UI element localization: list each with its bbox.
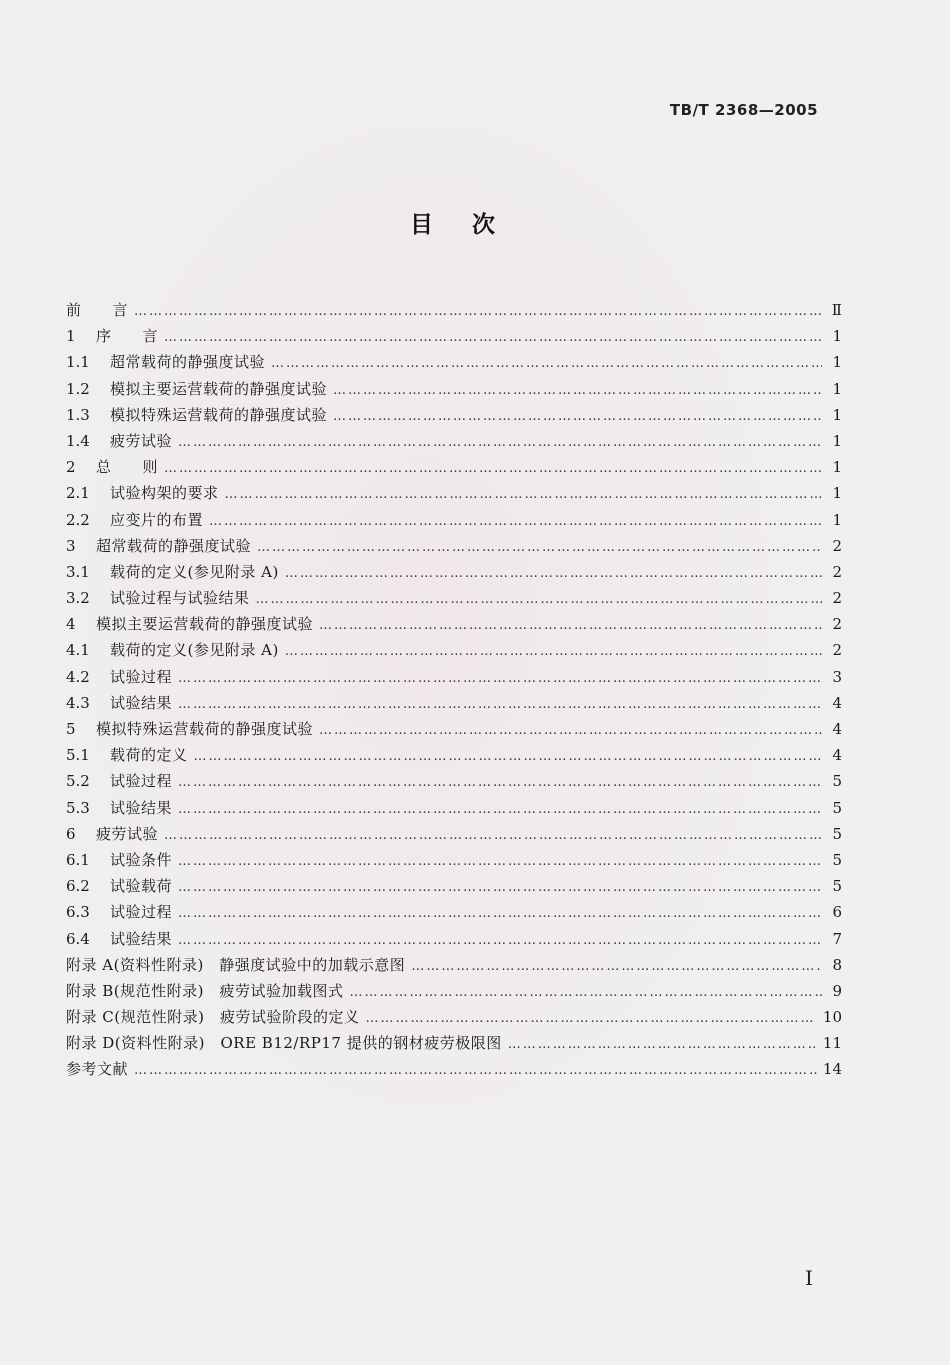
- toc-entry-page: 5: [832, 850, 842, 869]
- toc-entry-label: 超常载荷的静强度试验: [110, 353, 266, 372]
- toc-entry-number: 5.1: [66, 746, 90, 765]
- toc-entry[interactable]: [66, 901, 842, 927]
- toc-entry-number: 2: [66, 458, 76, 477]
- toc-entry-page: 1: [832, 379, 842, 398]
- toc-dot-leader: [319, 618, 822, 633]
- toc-entry-page: 5: [832, 824, 842, 843]
- toc-entry[interactable]: [66, 351, 842, 377]
- toc-entry-number: 6.2: [66, 877, 90, 896]
- toc-dot-leader: [257, 540, 822, 555]
- toc-entry-page: 1: [832, 405, 842, 424]
- toc-entry-label: 载荷的定义: [110, 746, 188, 765]
- toc-entry-page: 4: [832, 746, 842, 765]
- toc-entry[interactable]: [66, 639, 842, 665]
- toc-entry-number: 6: [66, 824, 76, 843]
- toc-entry-label: 载荷的定义(参见附录 A): [110, 641, 279, 660]
- toc-entry-number: 3: [66, 536, 76, 555]
- toc-dot-leader: [178, 802, 822, 817]
- toc-entry-label: 超常载荷的静强度试验: [96, 536, 252, 555]
- toc-entry-page: 1: [832, 510, 842, 529]
- toc-entry-page: 7: [832, 929, 842, 948]
- standard-code: TB/T 2368—2005: [669, 101, 818, 119]
- toc-entry-page: 2: [832, 536, 842, 555]
- toc-dot-leader: [164, 828, 822, 843]
- toc-entry-number: 1: [66, 327, 76, 346]
- toc-entry-page: 2: [832, 562, 842, 581]
- toc-entry-label: 模拟主要运营载荷的静强度试验: [110, 379, 328, 398]
- toc-dot-leader: [271, 356, 822, 371]
- toc-dot-leader: [411, 959, 822, 974]
- toc-entry[interactable]: [66, 587, 842, 613]
- toc-dot-leader: [285, 566, 822, 581]
- toc-entry[interactable]: [66, 954, 842, 980]
- toc-title-char-2: 次: [472, 212, 496, 238]
- toc-entry[interactable]: [66, 509, 842, 535]
- toc-entry[interactable]: [66, 980, 842, 1006]
- toc-dot-leader: [350, 985, 823, 1000]
- toc-dot-leader: [178, 933, 822, 948]
- toc-entry-label: 试验过程: [110, 667, 173, 686]
- toc-entry-page: 5: [832, 877, 842, 896]
- toc-entry[interactable]: [66, 928, 842, 954]
- toc-entry-page: 14: [822, 1060, 842, 1079]
- toc-entry[interactable]: [66, 535, 842, 561]
- toc-entry[interactable]: [66, 378, 842, 404]
- toc-dot-leader: [194, 749, 822, 764]
- toc-entry[interactable]: [66, 1032, 842, 1058]
- toc-entry-page: 1: [832, 484, 842, 503]
- toc-entry-label: 附录 C(规范性附录) 疲劳试验阶段的定义: [66, 1008, 360, 1027]
- toc-entry-number: 1.3: [66, 405, 90, 424]
- table-of-contents: [66, 299, 842, 1085]
- page-number: I: [805, 1266, 813, 1290]
- toc-entry-label: 试验结果: [110, 693, 173, 712]
- toc-entry[interactable]: [66, 692, 842, 718]
- toc-entry[interactable]: [66, 482, 842, 508]
- toc-entry[interactable]: [66, 325, 842, 351]
- toc-entry[interactable]: [66, 613, 842, 639]
- toc-entry-number: 3.1: [66, 562, 90, 581]
- toc-entry-label: 模拟特殊运营载荷的静强度试验: [110, 405, 328, 424]
- toc-entry-page: 5: [832, 798, 842, 817]
- toc-entry[interactable]: [66, 849, 842, 875]
- toc-dot-leader: [365, 1011, 816, 1026]
- toc-dot-leader: [333, 409, 822, 424]
- toc-entry-page: 4: [832, 693, 842, 712]
- toc-entry-number: 1.4: [66, 431, 90, 450]
- toc-dot-leader: [178, 854, 822, 869]
- toc-dot-leader: [319, 723, 822, 738]
- toc-entry-label: 参考文献: [66, 1060, 129, 1079]
- toc-entry-page: 4: [832, 720, 842, 738]
- toc-entry-page: 1: [832, 327, 842, 346]
- toc-entry-page: 2: [832, 615, 842, 634]
- toc-entry[interactable]: [66, 404, 842, 430]
- toc-dot-leader: [178, 775, 822, 790]
- toc-title-char-1: 目: [410, 212, 434, 238]
- toc-entry-number: 5: [66, 720, 76, 738]
- toc-entry-number: 2.1: [66, 484, 90, 503]
- toc-title: [0, 206, 906, 239]
- toc-entry-label: 试验过程: [110, 903, 173, 922]
- toc-entry-number: 6.1: [66, 850, 90, 869]
- toc-entry-label: 载荷的定义(参见附录 A): [110, 562, 279, 581]
- toc-entry-page: Ⅱ: [831, 301, 842, 319]
- toc-entry-label: 试验构架的要求: [110, 484, 219, 503]
- toc-entry[interactable]: [66, 1006, 842, 1032]
- toc-entry-label: 试验条件: [110, 850, 173, 869]
- toc-dot-leader: [508, 1037, 817, 1052]
- toc-entry[interactable]: [66, 718, 842, 744]
- toc-entry-label: 模拟主要运营载荷的静强度试验: [96, 615, 314, 634]
- toc-entry[interactable]: [66, 456, 842, 482]
- toc-entry-number: 4.1: [66, 641, 90, 660]
- toc-entry-page: 6: [832, 903, 842, 922]
- toc-entry-label: 试验过程与试验结果: [110, 589, 250, 608]
- toc-dot-leader: [333, 383, 822, 398]
- toc-entry[interactable]: [66, 430, 842, 456]
- toc-entry-label: 总 则: [96, 458, 159, 477]
- toc-dot-leader: [164, 461, 822, 476]
- toc-entry[interactable]: [66, 744, 842, 770]
- toc-entry-number: 6.4: [66, 929, 90, 948]
- toc-entry[interactable]: [66, 823, 842, 849]
- toc-entry[interactable]: [66, 875, 842, 901]
- toc-entry-page: 11: [822, 1034, 842, 1053]
- toc-entry-page: 5: [832, 772, 842, 791]
- toc-entry-page: 9: [832, 981, 842, 1000]
- toc-dot-leader: [134, 1063, 817, 1078]
- toc-entry-number: 4: [66, 615, 76, 634]
- toc-entry-label: 应变片的布置: [110, 510, 204, 529]
- toc-dot-leader: [178, 671, 822, 686]
- toc-entry-label: 附录 B(规范性附录) 疲劳试验加载图式: [66, 981, 344, 1000]
- toc-entry[interactable]: [66, 561, 842, 587]
- toc-entry[interactable]: [66, 770, 842, 796]
- toc-entry-number: 2.2: [66, 510, 90, 529]
- toc-entry-page: 1: [832, 431, 842, 450]
- toc-entry-label: 试验载荷: [110, 877, 173, 896]
- toc-dot-leader: [178, 435, 822, 450]
- toc-entry-label: 试验过程: [110, 772, 173, 791]
- toc-entry-label: 模拟特殊运营载荷的静强度试验: [96, 720, 314, 738]
- toc-entry-label: 序 言: [96, 327, 159, 346]
- toc-entry-label: 试验结果: [110, 929, 173, 948]
- toc-dot-leader: [178, 880, 822, 895]
- toc-entry-label: 试验结果: [110, 798, 173, 817]
- toc-entry-page: 10: [822, 1008, 842, 1027]
- toc-entry-label: 附录 A(资料性附录) 静强度试验中的加载示意图: [66, 955, 406, 974]
- toc-entry-label: 疲劳试验: [96, 824, 159, 843]
- toc-entry-page: 2: [832, 641, 842, 660]
- toc-entry-number: 5.3: [66, 798, 90, 817]
- toc-dot-leader: [134, 304, 822, 319]
- toc-entry-number: 4.3: [66, 693, 90, 712]
- toc-entry-page: 3: [832, 667, 842, 686]
- toc-entry[interactable]: [66, 797, 842, 823]
- toc-dot-leader: [164, 330, 822, 345]
- toc-entry-number: 3.2: [66, 589, 90, 608]
- toc-dot-leader: [256, 592, 822, 607]
- toc-entry-number: 4.2: [66, 667, 90, 686]
- toc-entry[interactable]: [66, 1058, 842, 1084]
- toc-entry-page: 8: [832, 955, 842, 974]
- toc-dot-leader: [285, 644, 822, 659]
- toc-dot-leader: [225, 487, 822, 502]
- toc-entry-page: 2: [832, 589, 842, 608]
- toc-dot-leader: [178, 906, 822, 921]
- toc-entry-page: 1: [832, 353, 842, 372]
- toc-dot-leader: [209, 514, 822, 529]
- toc-entry[interactable]: [66, 666, 842, 692]
- toc-entry-label: 前 言: [66, 301, 129, 319]
- toc-entry[interactable]: [66, 299, 842, 325]
- toc-entry-page: 1: [832, 458, 842, 477]
- toc-entry-label: 附录 D(资料性附录) ORE B12/RP17 提供的钢材疲劳极限图: [66, 1034, 502, 1053]
- toc-entry-number: 1.1: [66, 353, 90, 372]
- toc-entry-label: 疲劳试验: [110, 431, 173, 450]
- toc-entry-number: 1.2: [66, 379, 90, 398]
- toc-entry-number: 5.2: [66, 772, 90, 791]
- toc-entry-number: 6.3: [66, 903, 90, 922]
- toc-dot-leader: [178, 697, 822, 712]
